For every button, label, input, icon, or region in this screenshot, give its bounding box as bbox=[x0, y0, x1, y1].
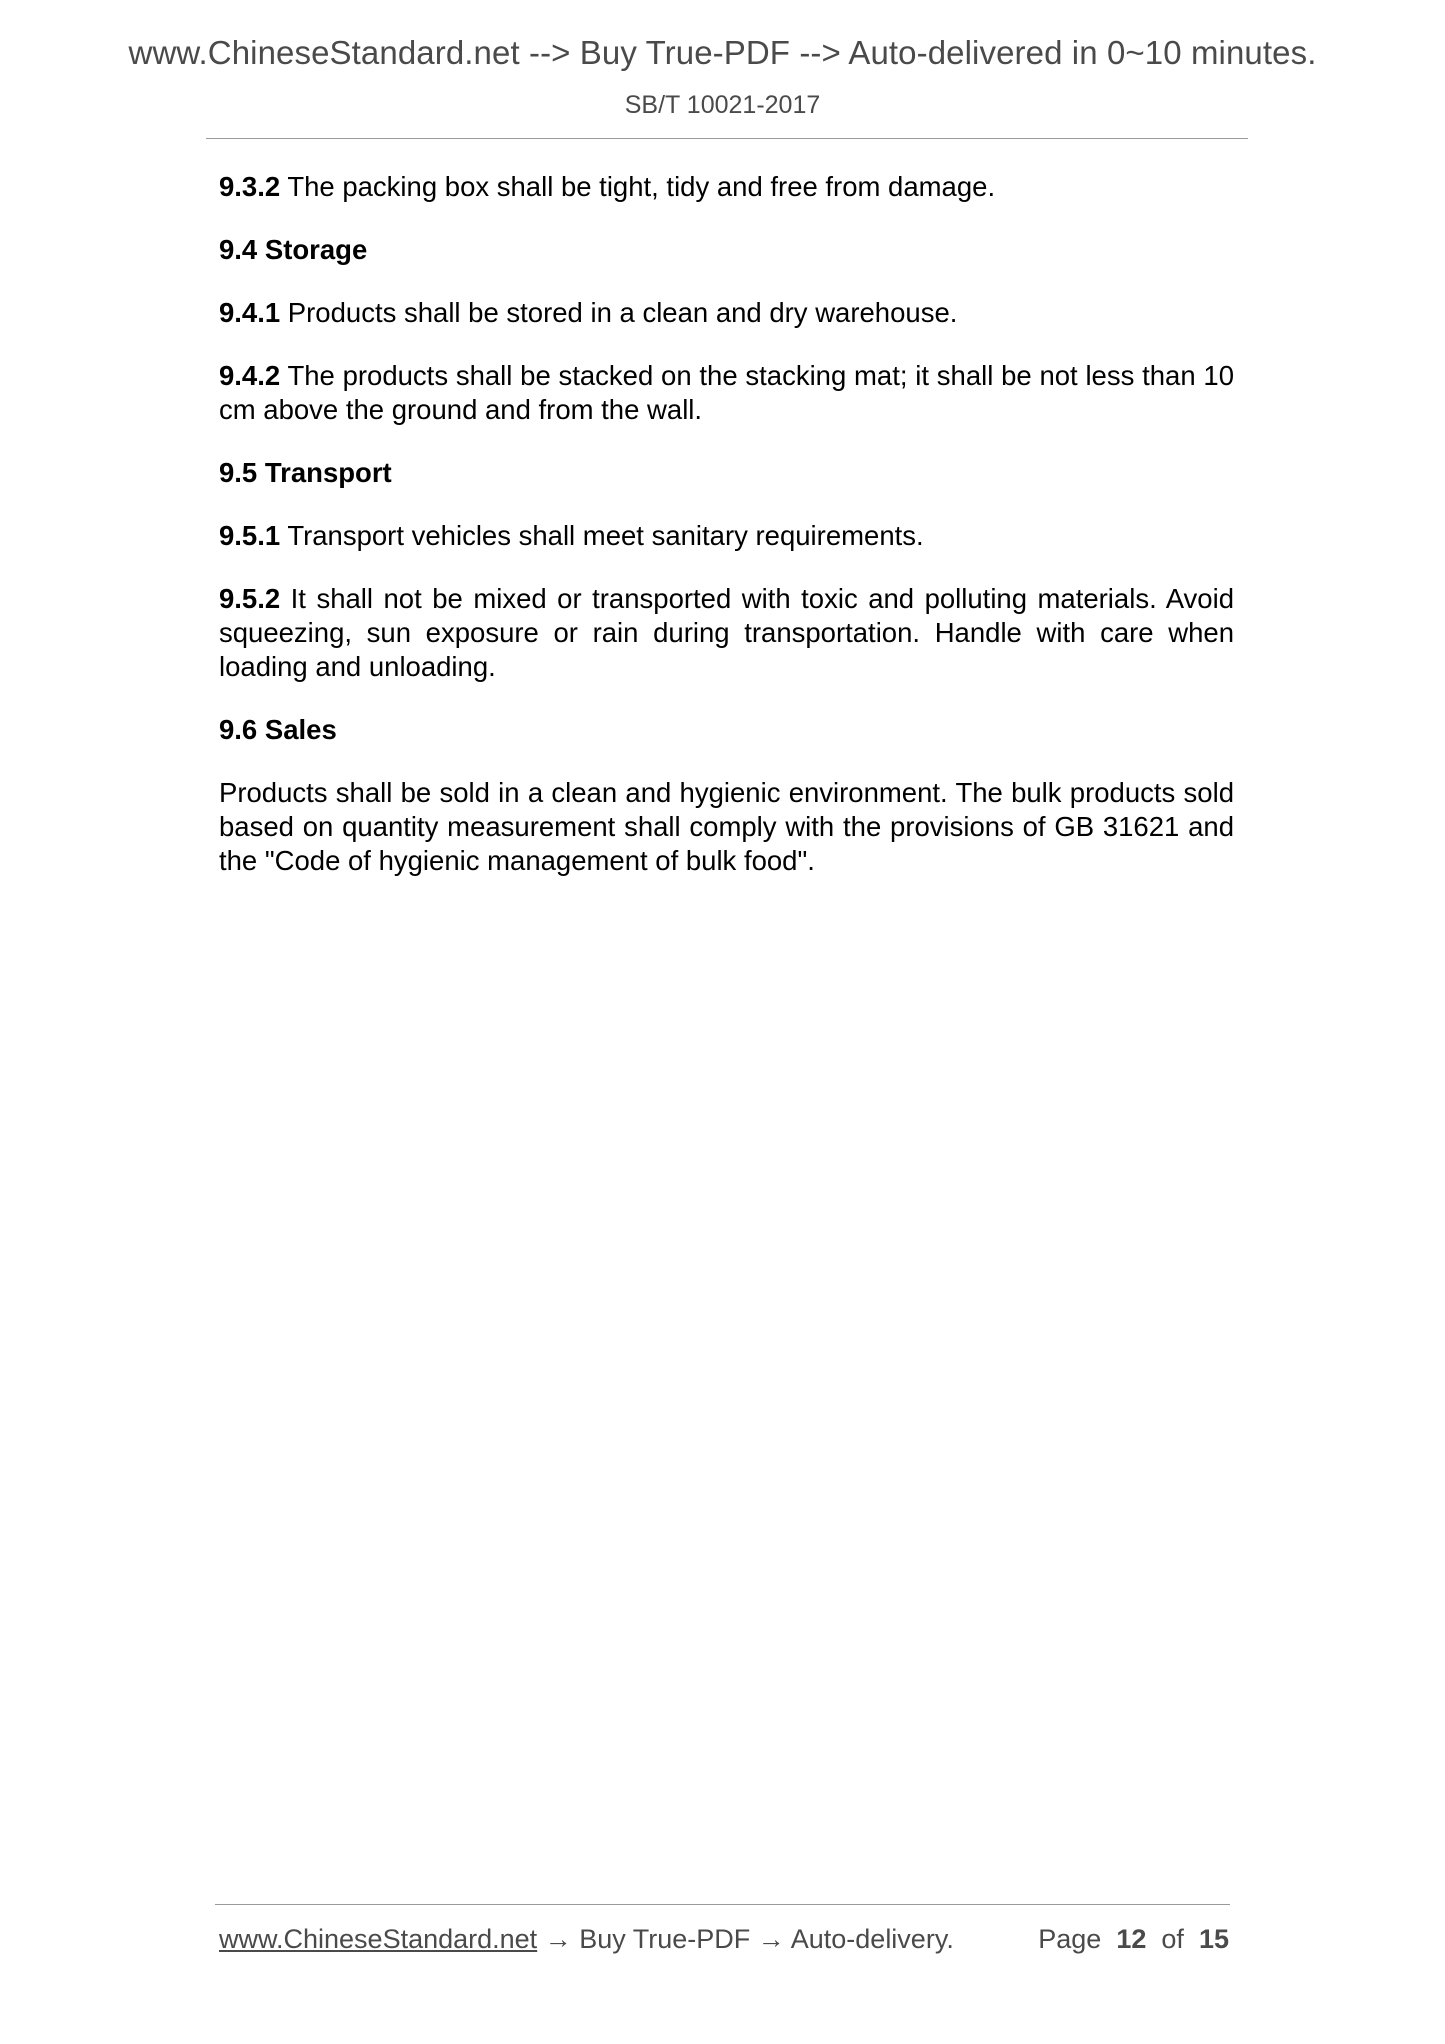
top-banner: www.ChineseStandard.net --> Buy True-PDF --> Auto-delivered in 0~10 minutes. bbox=[128, 34, 1317, 71]
current-page: 12 bbox=[1116, 1924, 1147, 1954]
clause-9-5-1 bbox=[219, 519, 1234, 553]
section-heading-sales: 9.6 Sales bbox=[219, 714, 337, 745]
footer-site-link[interactable]: www.ChineseStandard.net bbox=[219, 1924, 538, 1954]
section-heading-transport: 9.5 Transport bbox=[219, 457, 392, 488]
total-pages: 15 bbox=[1198, 1924, 1229, 1954]
clause-text: The packing box shall be tight, tidy and free from damage. bbox=[280, 171, 996, 202]
document-body bbox=[219, 170, 1234, 907]
page-number bbox=[1038, 1924, 1229, 1955]
clause-9-3-2 bbox=[219, 170, 1234, 204]
clause-number: 9.4.2 bbox=[219, 360, 281, 391]
section-heading-storage: 9.4 Storage bbox=[219, 234, 368, 265]
clause-9-6-text: Products shall be sold in a clean and hygienic environment. The bulk products sold based on quantity measurement shall comply with the provisions of GB 31621 and the "Code of hygienic management of bulk food". bbox=[219, 777, 1234, 876]
clause-9-5-2 bbox=[219, 582, 1234, 684]
clause-number: 9.4.1 bbox=[219, 297, 281, 328]
clause-text: Products shall be stored in a clean and dry warehouse. bbox=[280, 297, 958, 328]
clause-9-4-1 bbox=[219, 296, 1234, 330]
of-label: of bbox=[1161, 1924, 1184, 1954]
clause-text: Transport vehicles shall meet sanitary requirements. bbox=[280, 520, 924, 551]
footer-divider bbox=[215, 1904, 1230, 1905]
page-label: Page bbox=[1038, 1924, 1102, 1954]
footer-tagline: → Buy True-PDF → Auto-delivery. bbox=[537, 1924, 954, 1954]
clause-number: 9.5.2 bbox=[219, 583, 281, 614]
standard-code: SB/T 10021-2017 bbox=[624, 91, 821, 119]
clause-text: It shall not be mixed or transported with toxic and polluting materials. Avoid squeezing, sun exposure or rain during transportation. Handle with care when loading and unloading. bbox=[219, 583, 1234, 682]
footer-left bbox=[219, 1924, 954, 1955]
clause-9-4-2 bbox=[219, 359, 1234, 427]
clause-number: 9.5.1 bbox=[219, 520, 281, 551]
header-divider bbox=[206, 138, 1248, 139]
clause-text: The products shall be stacked on the stacking mat; it shall be not less than 10 cm above the ground and from the wall. bbox=[219, 360, 1234, 425]
clause-number: 9.3.2 bbox=[219, 171, 281, 202]
